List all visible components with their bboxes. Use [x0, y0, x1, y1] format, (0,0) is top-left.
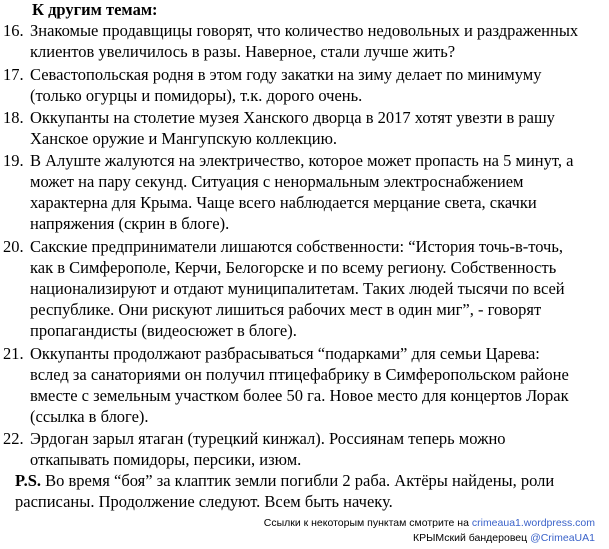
twitter-handle-link[interactable]: @CrimeaUA1	[530, 532, 595, 544]
item-line: (ссылка в блоге).	[30, 407, 149, 426]
item-text	[30, 428, 608, 470]
item-line: Оккупанты продолжают разбрасываться “подарками” для семьи Царева:	[30, 344, 540, 363]
item-line: Знакомые продавщицы говорят, что количество недовольных и раздраженных	[30, 21, 579, 40]
item-line: Севастопольская родня в этом году закатки на зиму делает по минимуму	[30, 65, 542, 84]
postscript-line: расписаны. Продолжение следуют. Всем быть начеку.	[15, 492, 393, 511]
item-line: клиентов увеличилось в разы. Наверное, стали лучше жить?	[30, 42, 456, 61]
item-line: как в Симферополе, Керчи, Белогорске и по всему региону. Собственность	[30, 258, 557, 277]
item-line: откапывать помидоры, персики, изюм.	[30, 450, 302, 469]
item-line: Ханское оружие и Мангупскую коллекцию.	[30, 129, 338, 148]
item-line: Сакские предприниматели лишаются собственности: “История точь-в-точь,	[30, 237, 564, 256]
item-number: 19.	[3, 151, 24, 170]
postscript-line	[15, 470, 605, 491]
item-line: вместе с земельным участком более 50 га. Новое место для концертов Лорак	[30, 386, 569, 405]
item-number: 18.	[3, 108, 24, 127]
item-line: может на пару секунд. Ситуация с ненормальным электроснабжением	[30, 172, 524, 191]
item-line: Эрдоган зарыл ятаган (турецкий кинжал). Россиянам теперь можно	[30, 429, 506, 448]
item-line: напряжения (скрин в блоге).	[30, 214, 230, 233]
footer-author	[413, 532, 595, 545]
item-line: пропагандисты (видеосюжет в блоге).	[30, 321, 297, 340]
item-text	[30, 236, 608, 341]
item-line: Оккупанты на столетие музея Ханского дворца в 2017 хотят увезти в рашу	[30, 108, 555, 127]
item-line: (только огурцы и помидоры), т.к. дорого очень.	[30, 86, 363, 105]
section-heading: К другим темам:	[32, 0, 158, 19]
item-text	[30, 20, 608, 62]
footer-author-text: КРЫМский бандеровец	[413, 532, 531, 544]
item-line: вслед за санаториями он получил птицефабрику в Симферопольском районе	[30, 365, 569, 384]
item-number: 17.	[3, 65, 24, 84]
blog-link[interactable]: crimeaua1.wordpress.com	[471, 517, 595, 529]
item-line: характерна для Крыма. Чаще всего наблюдается мерцание света, скачки	[30, 193, 537, 212]
footer-links-note	[264, 517, 595, 530]
item-text	[30, 107, 608, 149]
item-line: В Алуште жалуются на электричество, которое может пропасть на 5 минут, а	[30, 151, 574, 170]
item-text	[30, 150, 608, 234]
postscript-label: P.S.	[15, 471, 41, 490]
item-number: 20.	[3, 237, 24, 256]
item-number: 21.	[3, 344, 24, 363]
item-line: республике. Они рискуют лишиться рабочих мест в один миг”, - говорят	[30, 300, 542, 319]
item-number: 22.	[3, 429, 24, 448]
item-line: национализируют и отдают муниципалитетам. Таких людей тысячи по всей	[30, 279, 565, 298]
postscript-text: Во время “боя” за клаптик земли погибли 2 раба. Актёры найдены, роли	[45, 471, 555, 490]
item-text	[30, 64, 608, 106]
postscript	[15, 470, 605, 512]
item-number: 16.	[3, 21, 24, 40]
footer-links-text: Ссылки к некоторым пунктам смотрите на	[263, 517, 472, 529]
item-text	[30, 343, 608, 427]
